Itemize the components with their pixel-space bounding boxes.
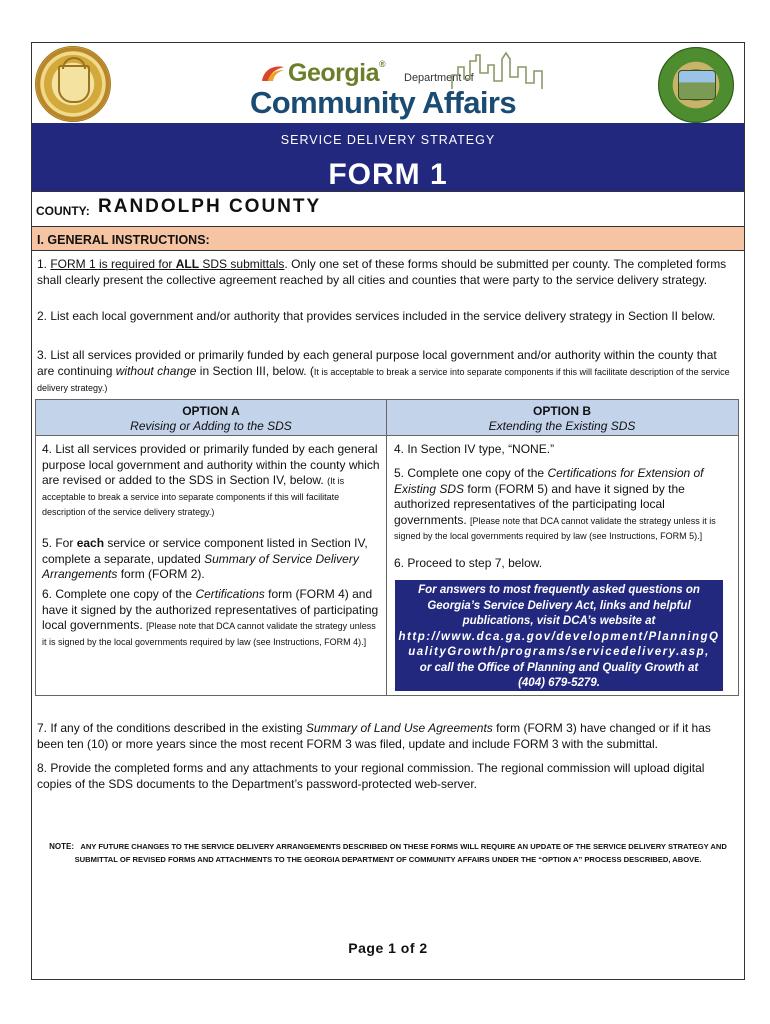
info-line: For answers to most frequently asked questions on [418,584,700,596]
option-b-step-5: 5. Complete one copy of the Certifications for Extension of Existing SDS form (FORM 5) and have it signed by the authorized representatives of the participating local governments. [Please note that DCA cannot validate the strategy unless it is signed by the local governments required by law (see Instructions, FORM 5).] [394,466,716,541]
dca-website-link[interactable]: ualityGrowth/programs/servicedelivery.asp, [408,646,710,658]
form-subtitle: SERVICE DELIVERY STRATEGY [280,133,496,147]
option-a-step-5: 5. For each service or service component listed in Section IV, complete a separate, updated Summary of Service Delivery Arrangements form (FORM 2). [42,536,368,581]
instruction-7: 7. If any of the conditions described in the existing Summary of Land Use Agreements form (FORM 3) have changed or if it has been ten (10) or more years since the most recent FORM 3 was filed, update and include FORM 3 with the submittal. [37,721,711,751]
option-a-step-4: 4. List all services provided or primarily funded by each general purpose local government and authority within the county which are revised or added to the SDS in Section IV, below. (It is acceptable to break a service into separate components if this will facilitate description of the service delivery strategy.) [42,442,380,517]
page-number: Page 1 of 2 [348,940,428,956]
option-b-header: OPTION B Extending the Existing SDS [488,404,636,433]
instruction-8: 8. Provide the completed forms and any attachments to your regional commission. The regional commission will upload digital copies of the SDS documents to the Department’s password-protected web-server. [37,761,705,791]
section-title: I. GENERAL INSTRUCTIONS: [37,233,210,247]
instruction-1: 1. FORM 1 is required for ALL SDS submittals. Only one set of these forms should be submitted per county. The completed forms shall clearly present the collective agreement reached by all cities and counties that were party to the service delivery strategy. [37,257,727,287]
county-value: RANDOLPH COUNTY [98,196,322,217]
community-seal-icon [658,47,734,123]
info-line: or call the Office of Planning and Quality Growth at [419,661,699,674]
dca-website-link[interactable]: http://www.dca.ga.gov/development/PlanningQ [398,630,720,643]
georgia-state-seal-icon [35,46,111,122]
options-divider [386,400,387,695]
dca-logo-icon [250,47,550,123]
info-box [395,580,723,691]
option-b-step-4: 4. In Section IV type, “NONE.” [394,442,555,456]
instruction-3: 3. List all services provided or primarily funded by each general purpose local government and/or authority within the county that are continuing without change in Section III, below. (It is acceptable to break a service into separate components if this will facilitate description of the service delivery strategy.) [37,348,730,393]
instruction-2: 2. List each local government and/or authority that provides services included in the service delivery strategy in Section II below. [37,309,716,323]
phone-number: (404) 679-5279. [518,677,600,689]
option-a-step-6: 6. Complete one copy of the Certifications form (FORM 4) and have it signed by the authorized representatives of participating local governments. [Please note that DCA cannot validate the strategy unless it is signed by the local governments required by law (see Instructions, FORM 4).] [42,587,379,647]
form-page [31,42,745,980]
form-title: FORM 1 [328,158,448,191]
info-line: Georgia’s Service Delivery Act, links and helpful [427,599,691,612]
option-b-step-6: 6. Proceed to step 7, below. [394,556,543,570]
note: NOTE: ANY FUTURE CHANGES TO THE SERVICE DELIVERY ARRANGEMENTS DESCRIBED ON THESE FORMS WILL REQUIRE AN UPDATE OF THE SERVICE DELIVERY STRATEGY AND SUBMITTAL OF REVISED FORMS AND ATTACHMENTS TO THE GEORGIA DEPARTMENT OF COMMUNITY AFFAIRS UNDER THE “OPTION A” PROCESS DESCRIBED, ABOVE. [49,842,727,864]
logo-community-affairs-text: Community Affairs [250,85,516,120]
logo-georgia-text: Georgia® [288,59,386,87]
option-a-header: OPTION A Revising or Adding to the SDS [130,404,292,433]
county-label: COUNTY: [36,204,90,218]
logo-department-text: Department of [404,72,474,84]
info-line: publications, visit DCA’s website at [462,615,656,627]
section-general-instructions [32,226,744,251]
options-header [36,400,738,436]
county-row [32,191,744,225]
